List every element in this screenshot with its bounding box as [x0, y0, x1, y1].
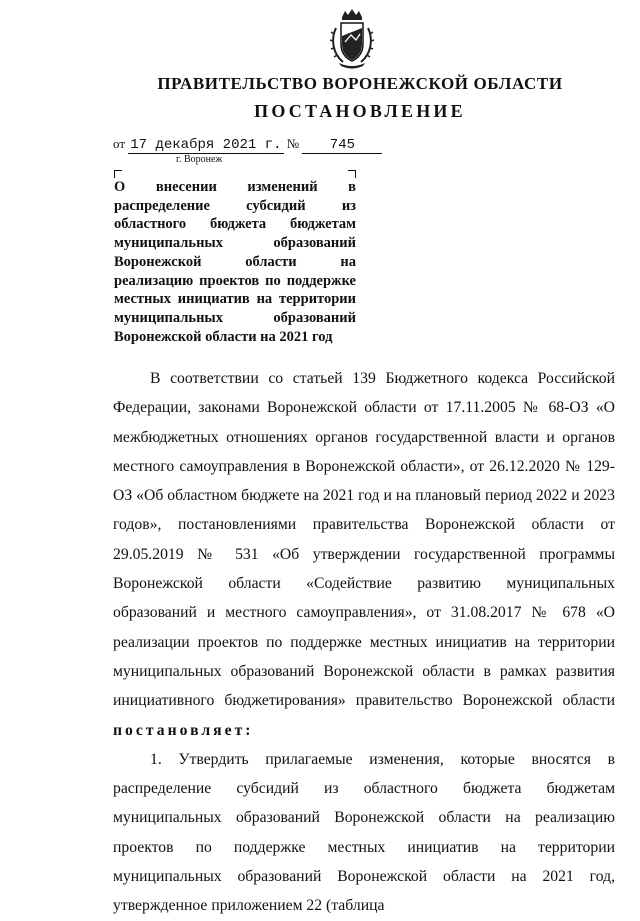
coat-of-arms-icon	[327, 8, 377, 70]
preamble-text: В соответствии со статьей 139 Бюджетного кодекса Российской Федерации, законами Воронежской области от 17.11.2005 № 68-ОЗ «О межбюджетных отношениях органов государственной власти и органов местного самоуправления в Воронежской области», от 26.12.2020 № 129-ОЗ «Об областном бюджете на 2021 год и на плановый период 2022 и 2023 годов», постановлениями правительства Воронежской области от 29.05.2019 № 531 «Об утверждении государственной программы Воронежской области «Содействие развитию муниципальных образований и местного самоуправления», от 31.08.2017 № 678 «О реализации проектов по поддержке местных инициатив на территории муниципальных образований Воронежской области в рамках развития инициативного бюджетирования» правительство Воронежской области	[113, 370, 615, 710]
subject-corner-right	[348, 170, 356, 178]
document-type: ПОСТАНОВЛЕНИЕ	[254, 101, 466, 121]
document-date: 17 декабря 2021 г.	[130, 137, 282, 153]
item-1-paragraph: 1. Утвердить прилагаемые изменения, которые вносятся в распределение субсидий из областного бюджета бюджетам муниципальных образований Воронежской области на реализацию проектов по поддержке местных инициатив на территории муниципальных образований Воронежской области на 2021 год, утвержденное приложением 22 (таблица	[113, 750, 615, 915]
city-label: г. Воронеж	[176, 154, 223, 165]
subject-corner-left	[114, 170, 122, 178]
number-sign: №	[286, 136, 300, 151]
document-number: 745	[302, 137, 382, 154]
preamble-paragraph	[113, 364, 615, 745]
document-subject: О внесении изменений в распределение субсидий из областного бюджета бюджетам муниципальных образований Воронежской области на реализацию проектов по поддержке местных инициатив на территории муниципальных образований Воронежской области на 2021 год	[114, 179, 356, 345]
document-body	[113, 364, 615, 921]
decree-word: постановляет:	[113, 721, 254, 739]
government-title: ПРАВИТЕЛЬСТВО ВОРОНЕЖСКОЙ ОБЛАСТИ	[157, 74, 563, 93]
date-prefix: от	[113, 136, 126, 151]
registration-line	[113, 136, 382, 154]
